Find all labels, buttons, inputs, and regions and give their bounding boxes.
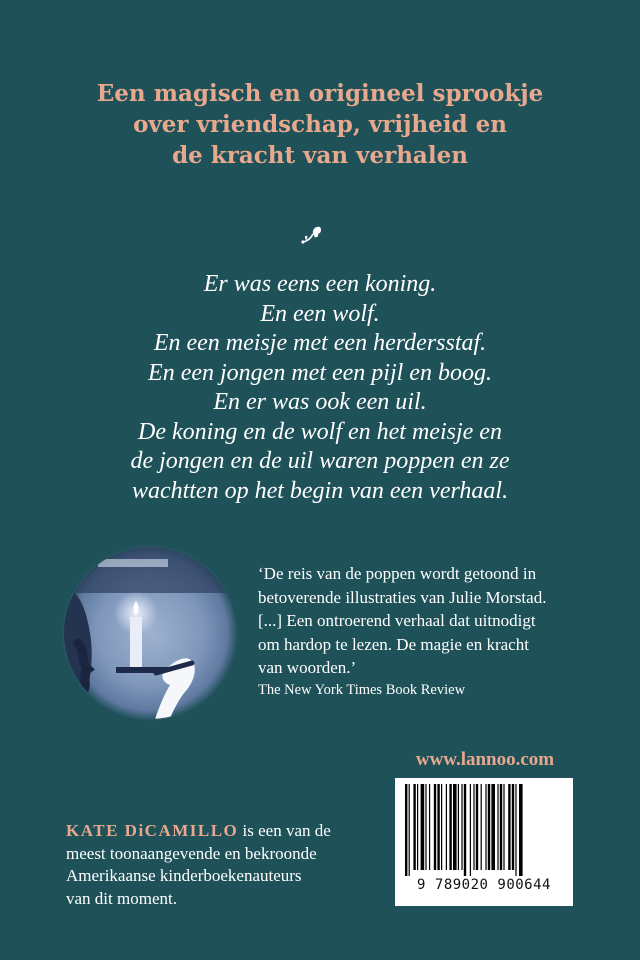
review-line: ‘De reis van de poppen wordt getoond in	[258, 564, 537, 583]
barcode-bar	[476, 784, 478, 870]
bio-line: meest toonaangevende en bekroonde	[66, 843, 317, 863]
leaf-sprig-icon	[300, 224, 328, 246]
tagline-line: Een magisch en origineel sprookje	[96, 80, 544, 107]
bio-line: Amerikaanse kinderboekenauteurs	[66, 866, 302, 885]
barcode-bar	[425, 784, 426, 870]
tagline-line: over vriendschap, vrijheid en	[133, 111, 507, 138]
barcode-bar	[421, 784, 425, 870]
barcode-bar	[503, 784, 504, 870]
story-line: wachtten op het begin van een verhaal.	[131, 477, 509, 504]
barcode	[395, 778, 573, 906]
barcode-bar	[512, 784, 514, 870]
barcode-bar	[481, 784, 482, 870]
story-text	[0, 270, 640, 506]
barcode-bar	[473, 784, 474, 870]
story-line: En een wolf.	[260, 300, 380, 327]
barcode-bar	[497, 784, 498, 870]
isbn-number: 9 789020 900644	[417, 877, 551, 893]
barcode-bar	[417, 784, 418, 870]
story-line: En er was ook een uil.	[213, 389, 427, 415]
barcode-bar	[491, 784, 495, 870]
bio-line	[66, 820, 386, 843]
review-line: van woorden.’	[258, 658, 357, 677]
tagline	[0, 78, 640, 171]
barcode-bar	[449, 784, 451, 870]
review-line: [...] Een ontroerend verhaal dat uitnodigt	[258, 611, 536, 630]
review-quote	[258, 562, 618, 680]
story-line: En een meisje met een herdersstaf.	[153, 330, 487, 356]
barcode-bar	[500, 784, 502, 870]
barcode-bar	[453, 784, 457, 870]
barcode-bar	[441, 784, 442, 870]
review-line: om hardop te lezen. De magie en kracht	[258, 634, 529, 654]
barcode-bar	[464, 784, 466, 876]
barcode-bar	[446, 784, 447, 870]
barcode-bars	[395, 778, 573, 878]
barcode-bar	[458, 784, 459, 870]
story-line: En een jongen met een pijl en boog.	[148, 359, 492, 386]
tagline-line: de kracht van verhalen	[172, 142, 468, 169]
barcode-bar	[437, 784, 439, 870]
publisher-website: www.lannoo.com	[415, 749, 555, 770]
story-line: Er was eens een koning.	[203, 271, 437, 297]
review-source: The New York Times Book Review	[258, 682, 466, 698]
barcode-bar	[461, 784, 462, 870]
barcode-bar	[434, 784, 436, 870]
barcode-bar	[429, 784, 430, 870]
barcode-bar	[470, 784, 471, 876]
barcode-bar	[405, 784, 407, 876]
bio-line: van dit moment.	[66, 888, 177, 908]
review-line: betoverende illustraties van Julie Morstad.	[258, 587, 547, 607]
author-bio	[66, 820, 386, 910]
barcode-bar	[409, 784, 410, 876]
barcode-bar	[519, 784, 523, 876]
bio-line-rest: is een van de	[238, 821, 331, 840]
candle-illustration-icon	[60, 543, 240, 723]
story-line: De koning en de wolf en het meisje en	[138, 418, 502, 445]
barcode-bar	[488, 784, 490, 870]
author-name: KATE DiCAMILLO	[66, 821, 239, 840]
barcode-bar	[485, 784, 486, 870]
barcode-bar	[508, 784, 510, 870]
barcode-bar	[413, 784, 415, 870]
barcode-bar	[515, 784, 516, 876]
story-line: de jongen en de uil waren poppen en ze	[130, 448, 510, 474]
